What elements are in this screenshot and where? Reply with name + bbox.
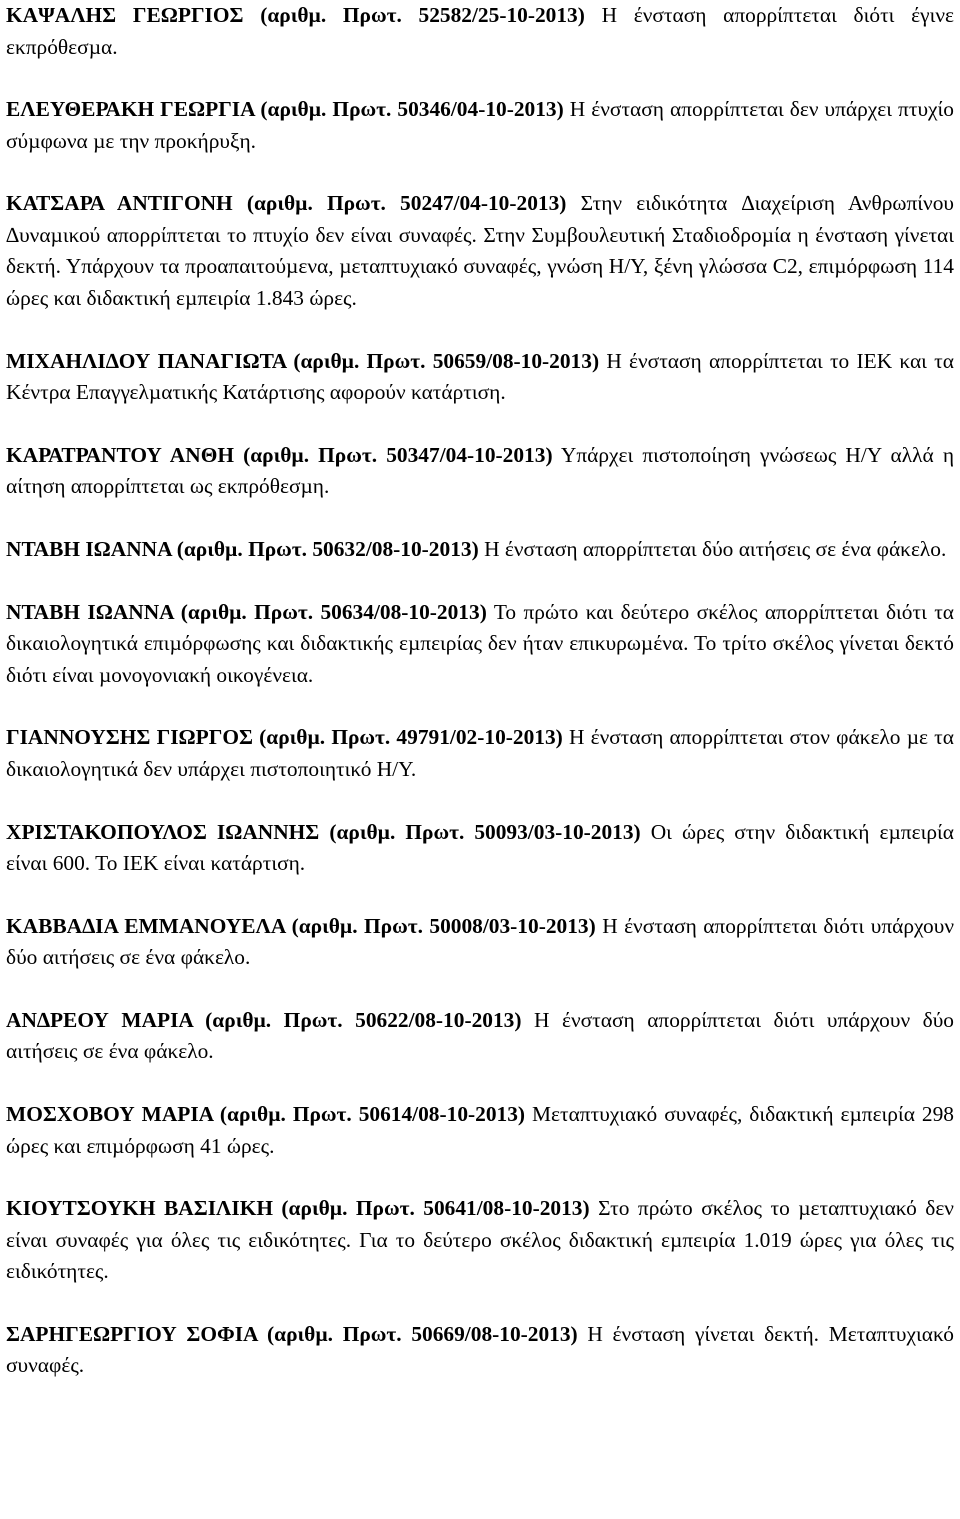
entry-heading: ΕΛΕΥΘΕΡΑΚΗ ΓΕΩΡΓΙΑ (αριθµ. Πρωτ. 50346/04-10-2013) xyxy=(6,97,564,122)
entry-michailidou xyxy=(6,346,954,409)
entry-giannousis xyxy=(6,722,954,785)
document-page xyxy=(6,0,954,1382)
entry-sarigeorgiou xyxy=(6,1319,954,1382)
entry-heading: ΚΑΨΑΛΗΣ ΓΕΩΡΓΙΟΣ (αριθµ. Πρωτ. 52582/25-10-2013) xyxy=(6,3,585,27)
entry-eleftheraki xyxy=(6,94,954,157)
entry-heading: ΜΟΣΧΟΒΟΥ ΜΑΡΙΑ (αριθµ. Πρωτ. 50614/08-10-2013) xyxy=(6,1102,526,1127)
entry-text: Υπάρχει πιστοποίηση γνώσεως Η/Υ αλλά η αίτηση απορρίπτεται ως εκπρόθεσµη. xyxy=(6,442,955,499)
entry-heading: ΜΙΧΑΗΛΙ∆ΟΥ ΠΑΝΑΓΙΩΤΑ (αριθµ. Πρωτ. 50659/08-10-2013) xyxy=(6,348,600,373)
entry-andreou xyxy=(6,1005,954,1068)
entry-heading: ΑΝ∆ΡΕΟΥ ΜΑΡΙΑ (αριθµ. Πρωτ. 50622/08-10-2013) xyxy=(6,1007,522,1032)
entry-kavvadia xyxy=(6,911,954,974)
entry-text: Οι ώρες στην διδακτική εµπειρία είναι 600. Το ΙΕΚ είναι κατάρτιση. xyxy=(6,819,954,875)
entry-text: Μεταπτυχιακό συναφές, διδακτική εµπειρία 298 ώρες και επιµόρφωση 41 ώρες. xyxy=(6,1102,954,1158)
entry-text: Η ένσταση απορρίπτεται διότι υπάρχουν δύο αιτήσεις σε ένα φάκελο. xyxy=(6,1007,955,1064)
entry-heading: ΚΑΒΒΑ∆ΙΑ ΕΜΜΑΝΟΥΕΛΑ (αριθµ. Πρωτ. 50008/03-10-2013) xyxy=(6,913,596,938)
entry-text: Η ένσταση απορρίπτεται διότι υπάρχουν δύο αιτήσεις σε ένα φάκελο. xyxy=(6,913,954,970)
entry-kapsalis xyxy=(6,0,954,63)
entry-heading: ΚΑΡΑΤΡΑΝΤΟΥ ΑΝΘΗ (αριθµ. Πρωτ. 50347/04-10-2013) xyxy=(6,442,553,467)
entry-moschovou xyxy=(6,1099,954,1162)
entry-karatrantou xyxy=(6,440,954,503)
entry-heading: ΝΤΑΒΗ ΙΩΑΝΝΑ (αριθµ. Πρωτ. 50632/08-10-2013) xyxy=(6,536,479,561)
entry-heading: ΣΑΡΗΓΕΩΡΓΙΟΥ ΣΟΦΙΑ (αριθµ. Πρωτ. 50669/08-10-2013) xyxy=(6,1321,578,1346)
entry-text: Η ένσταση απορρίπτεται διότι έγινε εκπρόθεσµα. xyxy=(6,3,954,59)
entry-kioutsouki xyxy=(6,1193,954,1288)
entry-katsara xyxy=(6,188,954,314)
entry-text: Η ένσταση γίνεται δεκτή. Μεταπτυχιακό συναφές. xyxy=(6,1321,954,1378)
entry-christakopoulos xyxy=(6,817,954,880)
entry-heading: ΓΙΑΝΝΟΥΣΗΣ ΓΙΩΡΓΟΣ (αριθµ. Πρωτ. 49791/02-10-2013) xyxy=(6,725,563,750)
entry-text: Η ένσταση απορρίπτεται δεν υπάρχει πτυχίο σύµφωνα µε την προκήρυξη. xyxy=(6,97,954,153)
entry-heading: ΚΙΟΥΤΣΟΥΚΗ ΒΑΣΙΛΙΚΗ (αριθµ. Πρωτ. 50641/08-10-2013) xyxy=(6,1196,590,1221)
entry-text: Το πρώτο και δεύτερο σκέλος απορρίπτεται διότι τα δικαιολογητικά επιµόρφωσης και διδακτικής εµπειρίας δεν ήταν επικυρωµένα. Το τρίτο σκέλος γίνεται δεκτό διότι είναι µονογονιακή οικογένεια. xyxy=(6,599,955,687)
entry-heading: ΝΤΑΒΗ ΙΩΑΝΝΑ (αριθµ. Πρωτ. 50634/08-10-2013) xyxy=(6,599,487,624)
entry-text: Στο πρώτο σκέλος το µεταπτυχιακό δεν είναι συναφές για όλες τις ειδικότητες. Για το δεύτερο σκέλος διδακτική εµπειρία 1.019 ώρες για όλες τις ειδικότητες. xyxy=(6,1196,954,1284)
entry-heading: ΧΡΙΣΤΑΚΟΠΟΥΛΟΣ ΙΩΑΝΝΗΣ (αριθµ. Πρωτ. 50093/03-10-2013) xyxy=(6,819,641,844)
entry-ntavi-1 xyxy=(6,534,954,566)
entry-heading: ΚΑΤΣΑΡΑ ΑΝΤΙΓΟΝΗ (αριθµ. Πρωτ. 50247/04-10-2013) xyxy=(6,191,567,216)
entry-ntavi-2 xyxy=(6,597,954,692)
entry-text: Στην ειδικότητα ∆ιαχείριση Ανθρωπίνου ∆υναµικού απορρίπτεται το πτυχίο δεν είναι συναφές. Στην Συµβουλευτική Σταδιοδροµία η ένσταση γίνεται δεκτή. Υπάρχουν τα προαπαιτούµενα, µεταπτυχιακό συναφές, γνώση Η/Υ, ξένη γλώσσα C2, επιµόρφωση 114 ώρες και διδακτική εµπειρία 1.843 ώρες. xyxy=(6,191,954,310)
entry-text: Η ένσταση απορρίπτεται το ΙΕΚ και τα Κέντρα Επαγγελµατικής Κατάρτισης αφορούν κατάρτιση. xyxy=(6,348,954,405)
entry-text: Η ένσταση απορρίπτεται στον φάκελο µε τα δικαιολογητικά δεν υπάρχει πιστοποιητικό Η/Υ. xyxy=(6,725,954,781)
entry-text: Η ένσταση απορρίπτεται δύο αιτήσεις σε ένα φάκελο. xyxy=(484,536,947,561)
